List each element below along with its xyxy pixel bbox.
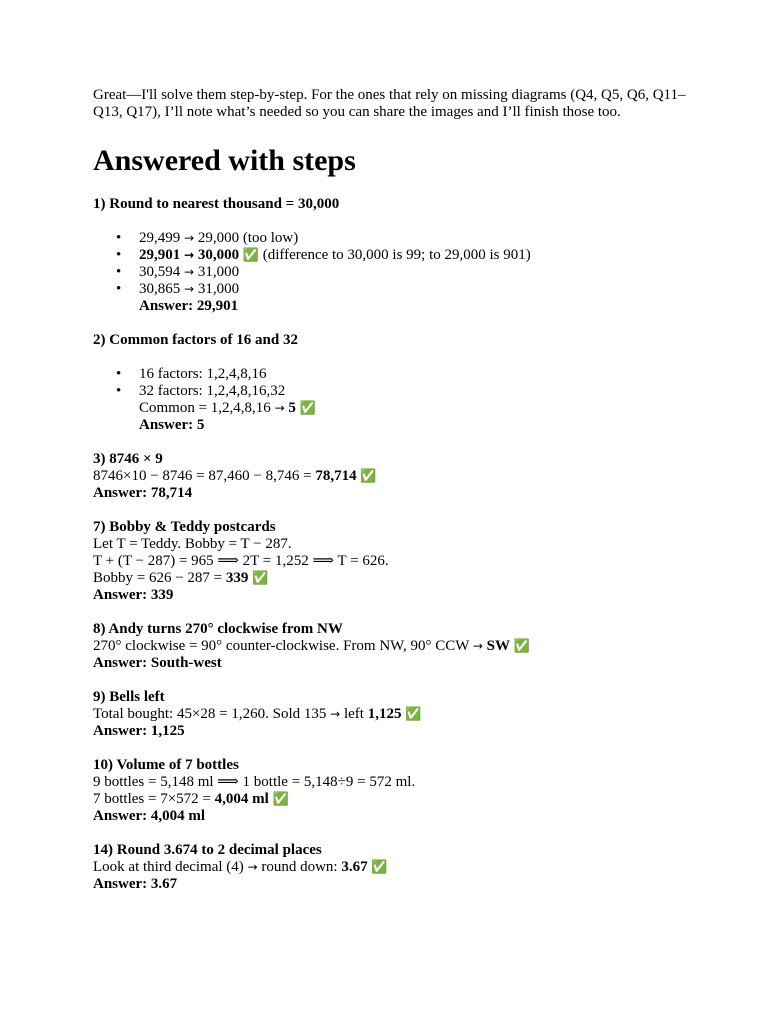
arrow-icon: → (184, 231, 195, 245)
arrow-icon: → (184, 265, 195, 279)
question-2-common-line: Common = 1,2,4,8,16 → 5 ✅ (139, 400, 316, 416)
arrow-icon: → (274, 401, 285, 415)
question-8-title: 8) Andy turns 270° clockwise from NW (93, 621, 343, 637)
question-3-title: 3) 8746 × 9 (93, 451, 163, 467)
question-8-working: 270° clockwise = 90° counter-clockwise. From NW, 90° CCW → SW ✅ (93, 638, 530, 654)
question-10-line-1: 9 bottles = 5,148 ml ⟹ 1 bottle = 5,148÷9 = 572 ml. (93, 774, 416, 790)
question-7-line-2: T + (T − 287) = 965 ⟹ 2T = 1,252 ⟹ T = 626. (93, 553, 389, 569)
question-1 (93, 196, 693, 315)
bullet-icon: • (116, 366, 122, 382)
question-2-list (93, 366, 693, 400)
question-1-answer: Answer: 29,901 (139, 298, 239, 314)
arrow-icon: → (472, 639, 483, 653)
list-item: • 29,499 → 29,000 (too low) (116, 230, 299, 246)
list-item: • 30,865 → 31,000 (116, 281, 240, 297)
page-title: Answered with steps (93, 144, 356, 177)
question-9 (93, 689, 693, 740)
list-item: • 30,594 → 31,000 (116, 264, 240, 280)
question-10 (93, 757, 693, 825)
question-7-line-3: Bobby = 626 − 287 = 339 ✅ (93, 570, 269, 586)
document-content (93, 87, 693, 910)
arrow-icon: → (184, 282, 195, 296)
question-10-title: 10) Volume of 7 bottles (93, 757, 239, 773)
bullet-icon: • (116, 230, 122, 246)
question-10-answer: Answer: 4,004 ml (93, 808, 206, 824)
bullet-icon: • (116, 247, 122, 263)
bullet-icon: • (116, 281, 122, 297)
question-3-working: 8746×10 − 8746 = 87,460 − 8,746 = 78,714 ✅ (93, 468, 377, 484)
question-2-title: 2) Common factors of 16 and 32 (93, 332, 298, 348)
question-8 (93, 621, 693, 672)
question-3 (93, 451, 693, 502)
question-14-title: 14) Round 3.674 to 2 decimal places (93, 842, 322, 858)
question-2-answer: Answer: 5 (139, 417, 205, 433)
checkmark-icon: ✅ (272, 792, 289, 807)
question-14 (93, 842, 693, 893)
question-2 (93, 332, 693, 434)
checkmark-icon: ✅ (513, 639, 530, 654)
bullet-icon: • (116, 264, 122, 280)
question-1-title: 1) Round to nearest thousand = 30,000 (93, 196, 340, 212)
checkmark-icon: ✅ (299, 401, 316, 416)
list-item: • 16 factors: 1,2,4,8,16 (116, 366, 267, 382)
list-item: • 29,901 → 30,000 ✅ (difference to 30,000 is 99; to 29,000 is 901) (116, 247, 531, 263)
question-8-answer: Answer: South-west (93, 655, 222, 671)
checkmark-icon: ✅ (252, 571, 269, 586)
arrow-icon: → (247, 860, 258, 874)
question-9-answer: Answer: 1,125 (93, 723, 185, 739)
question-9-working: Total bought: 45×28 = 1,260. Sold 135 → left 1,125 ✅ (93, 706, 422, 722)
question-3-answer: Answer: 78,714 (93, 485, 193, 501)
question-7-title: 7) Bobby & Teddy postcards (93, 519, 276, 535)
question-10-line-2: 7 bottles = 7×572 = 4,004 ml ✅ (93, 791, 289, 807)
checkmark-icon: ✅ (371, 860, 388, 875)
intro-paragraph: Great—I'll solve them step-by-step. For the ones that rely on missing diagrams (Q4, Q5, Q6, Q11–Q13, Q17), I’ll note what’s needed so you can share the images and I’ll finish those too. (93, 87, 686, 120)
arrow-icon: → (330, 707, 341, 721)
question-7-line-1: Let T = Teddy. Bobby = T − 287. (93, 536, 292, 552)
arrow-icon: → (184, 248, 195, 262)
list-item: • 32 factors: 1,2,4,8,16,32 (116, 383, 286, 399)
question-14-answer: Answer: 3.67 (93, 876, 178, 892)
question-7-answer: Answer: 339 (93, 587, 174, 603)
checkmark-icon: ✅ (360, 469, 377, 484)
checkmark-icon: ✅ (242, 248, 259, 263)
bullet-icon: • (116, 383, 122, 399)
question-7 (93, 519, 693, 604)
question-14-working: Look at third decimal (4) → round down: 3.67 ✅ (93, 859, 388, 875)
question-1-list (93, 230, 693, 298)
question-9-title: 9) Bells left (93, 689, 165, 705)
checkmark-icon: ✅ (405, 707, 422, 722)
